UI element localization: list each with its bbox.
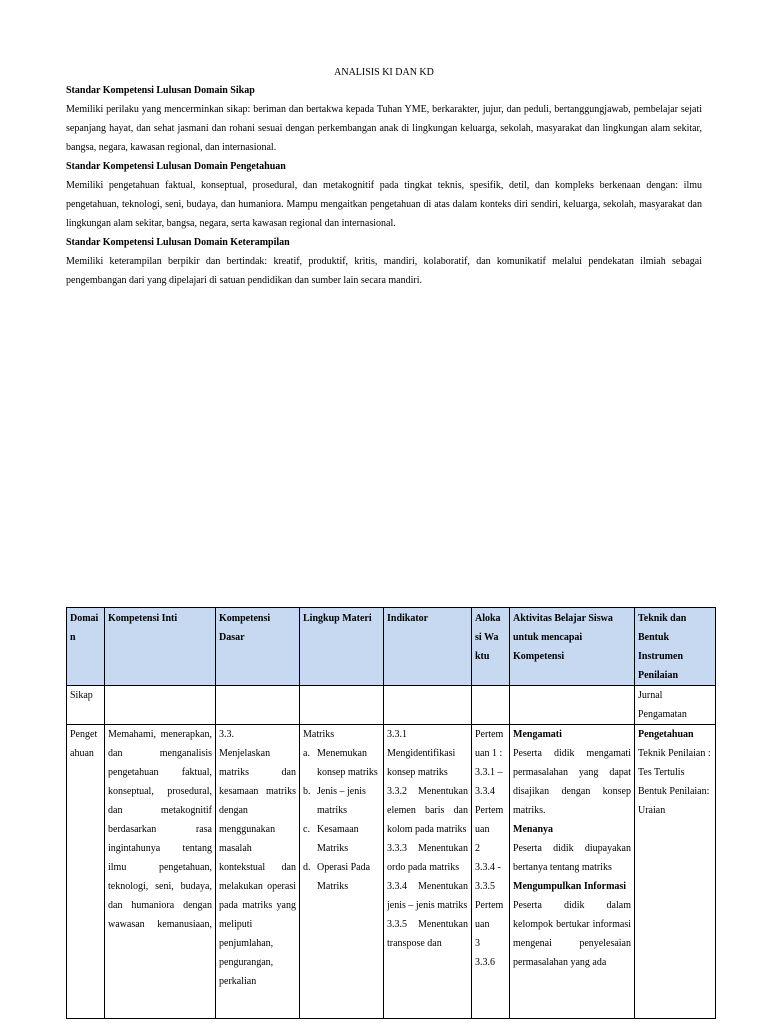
alokasi-item: 3 (475, 938, 480, 949)
list-item: c. Kesamaan Matriks (303, 824, 359, 854)
materi-list (303, 744, 380, 896)
teknik-item: Teknik Penilaian : (638, 748, 711, 759)
header-lingkup-materi: Lingkup Materi (300, 608, 384, 686)
alokasi-item: Pertemuan (475, 900, 504, 930)
cell-alokasi-waktu (472, 725, 510, 1019)
table-row-pengetahuan (67, 725, 716, 1019)
competency-standards (66, 81, 702, 290)
alokasi-item: Pertemuan 1 : (475, 729, 504, 759)
indikator-item: 3.3.1 Mengidentifikasi konsep matriks (387, 729, 456, 778)
section-text-pengetahuan: Memiliki pengetahuan faktual, konseptual, prosedural, dan metakognitif pada tingkat teknis, spesifik, detil, dan kompleks berkenaan dengan: ilmu pengetahuan, teknologi, seni, budaya, dan humaniora. Mampu mengaitkan pengetahuan di atas dalam konteks diri sendiri, keluarga, sekolah, masyarakat dan lingkungan alam sekitar, bangsa, negara, serta kawasan regional dan internasional. (66, 180, 702, 229)
header-aktivitas: Aktivitas Belajar Siswa untuk mencapai Kompetensi (510, 608, 635, 686)
header-alokasi-waktu: Alokasi Waktu (472, 608, 510, 686)
kd-text: Menjelaskan matriks dan kesamaan matriks dengan menggunakan masalah kontekstual dan melakukan operasi pada matriks yang meliputi penjumlahan, pengurangan, perkalian (219, 748, 296, 987)
list-item: a. Menemukan konsep matriks (303, 748, 378, 778)
alokasi-item: 3.3.6 (475, 957, 495, 968)
kd-number: 3.3. (219, 729, 234, 740)
cell-kompetensi-inti: Memahami, menerapkan, dan menganalisis pengetahuan faktual, konseptual, prosedural, dan metakognitif berdasarkan rasa ingintahunya tentang ilmu pengetahuan, teknologi, seni, budaya, dan humaniora dengan wawasan kemanusiaan, (105, 725, 216, 1019)
document-title: ANALISIS KI DAN KD (334, 67, 434, 78)
table-row-sikap (67, 686, 716, 725)
cell-empty (384, 686, 472, 725)
alokasi-item: 3.3.1 – (475, 767, 503, 778)
teknik-heading: Pengetahuan (638, 729, 694, 740)
cell-teknik-sikap: Jurnal Pengamatan (635, 686, 716, 725)
list-item: b. Jenis – jenis matriks (303, 786, 366, 816)
section-heading-sikap: Standar Kompetensi Lulusan Domain Sikap (66, 85, 255, 96)
cell-aktivitas (510, 725, 635, 1019)
teknik-item: Uraian (638, 805, 666, 816)
cell-empty (216, 686, 300, 725)
indikator-item: 3.3.4 Menentukan jenis – jenis matriks (387, 881, 468, 911)
aktivitas-heading: Mengumpulkan Informasi (513, 881, 627, 892)
aktivitas-heading: Menanya (513, 824, 553, 835)
cell-domain-sikap: Sikap (67, 686, 105, 725)
section-heading-pengetahuan: Standar Kompetensi Lulusan Domain Pengetahuan (66, 161, 286, 172)
aktivitas-heading: Mengamati (513, 729, 562, 740)
header-teknik-penilaian: Teknik dan Bentuk Instrumen Penilaian (635, 608, 716, 686)
alokasi-item: 3.3.5 (475, 881, 495, 892)
cell-teknik-pengetahuan (635, 725, 716, 1019)
materi-title: Matriks (303, 729, 335, 740)
analysis-table (66, 607, 716, 1019)
indikator-item: 3.3.3 Menentukan ordo pada matriks (387, 843, 468, 873)
indikator-item: 3.3.2 Menentukan elemen baris dan kolom pada matriks (387, 786, 468, 835)
teknik-item: Bentuk Penilaian: (638, 786, 710, 797)
indikator-item: 3.3.5 Menentukan transpose dan (387, 919, 468, 949)
alokasi-item: 2 (475, 843, 480, 854)
section-text-sikap: Memiliki perilaku yang mencerminkan sikap: beriman dan bertakwa kepada Tuhan YME, berkarakter, jujur, dan peduli, bertanggungjawab, pembelajar sejati sepanjang hayat, dan sehat jasmani dan rohani sesuai dengan perkembangan anak di lingkungan keluarga, sekolah, masyarakat dan lingkungan alam sekitar, bangsa, negara, kawasan regional, dan internasional. (66, 104, 702, 153)
list-item: d. Operasi Pada Matriks (303, 862, 371, 892)
aktivitas-text: Peserta didik diupayakan bertanya tentang matriks (513, 843, 631, 873)
header-kompetensi-inti: Kompetensi Inti (105, 608, 216, 686)
alokasi-item: 3.3.4 (475, 786, 495, 797)
cell-empty (105, 686, 216, 725)
cell-kompetensi-dasar (216, 725, 300, 1019)
cell-empty (472, 686, 510, 725)
header-kompetensi-dasar: Kompetensi Dasar (216, 608, 300, 686)
table-header-row (67, 608, 716, 686)
alokasi-item: Pertemuan (475, 805, 504, 835)
cell-lingkup-materi (300, 725, 384, 1019)
teknik-item: Tes Tertulis (638, 767, 685, 778)
alokasi-item: 3.3.4 - (475, 862, 501, 873)
aktivitas-text: Peserta didik mengamati permasalahan yang dapat disajikan dengan konsep matriks. (513, 748, 631, 816)
cell-empty (300, 686, 384, 725)
cell-empty (510, 686, 635, 725)
section-heading-keterampilan: Standar Kompetensi Lulusan Domain Keterampilan (66, 237, 290, 248)
cell-indikator (384, 725, 472, 1019)
section-text-keterampilan: Memiliki keterampilan berpikir dan bertindak: kreatif, produktif, kritis, mandiri, kolaboratif, dan komunikatif melalui pendekatan ilmiah sebagai pengembangan dari yang dipelajari di satuan pendidikan dan sumber lain secara mandiri. (66, 256, 702, 286)
header-domain: Domain (67, 608, 105, 686)
aktivitas-text: Peserta didik dalam kelompok bertukar informasi mengenai penyelesaian permasalahan yang ada (513, 900, 631, 968)
cell-domain-pengetahuan: Pengetahuan (67, 725, 105, 1019)
header-indikator: Indikator (384, 608, 472, 686)
